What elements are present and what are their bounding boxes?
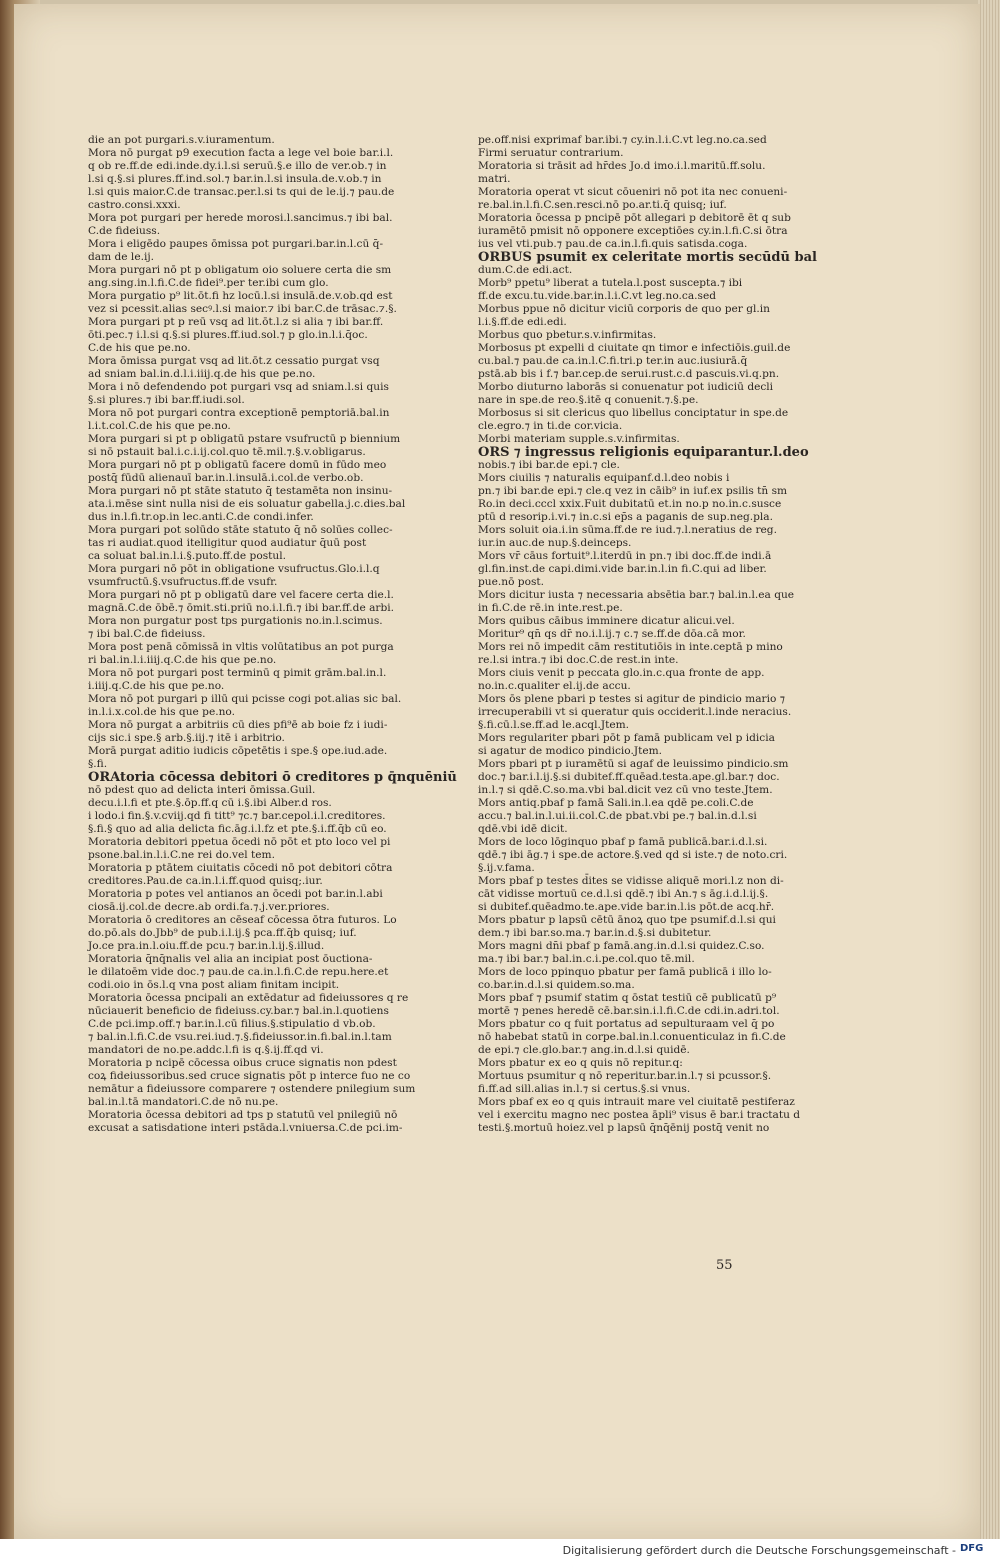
- text-line: qdē.vbi idē dicit.: [478, 823, 568, 835]
- text-line: Mors dicitur iusta ⁊ necessaria absētia bar.⁊ bal.in.l.ea que: [478, 589, 795, 601]
- text-line: qdē.⁊ ibi āg.⁊ i spe.de actore.§.ved qd si iste.⁊ de noto.cri.: [478, 849, 788, 861]
- text-line: matri.: [478, 173, 511, 185]
- text-line: gl.fin.inst.de capi.dimi.vide bar.in.l.in fi.C.qui ad liber.: [478, 563, 767, 575]
- text-line: l.si q.§.si plures.ff.ind.sol.⁊ bar.in.l.si insula.de.v.ob.⁊ in: [88, 173, 382, 185]
- text-line: ōti.pec.⁊ i.l.si q.§.si plures.ff.iud.sol.⁊ p glo.in.l.i.q̄oc.: [88, 329, 368, 341]
- text-line: Mora purgari si pt p obligatū pstare vsufructū p biennium: [88, 433, 401, 445]
- left-text-column: [88, 134, 457, 1135]
- text-line: dus in.l.fi.tr.op.in lec.anti.C.de condi.infer.: [88, 511, 314, 523]
- text-line: cāt vidisse mortuū ce.d.l.si qdē.⁊ ibi An.⁊ s āg.i.d.l.ij.§.: [478, 888, 769, 900]
- text-line: nō habebat statū in corpe.bal.in.l.conuenticulaz in fi.C.de: [478, 1031, 786, 1043]
- text-line: Moratoria si trāsit ad hr̄des Jo.d imo.i.l.maritū.ff.solu.: [478, 160, 766, 172]
- folio-number: 55: [716, 1258, 733, 1273]
- text-line: Moratoria ōcessa pncipali an extēdatur ad fideiussores q re: [88, 992, 409, 1004]
- text-line: Mors ōs plene pbari p testes si agitur de pindicio mario ⁊: [478, 693, 785, 705]
- text-line: ff.de excu.tu.vide.bar.in.l.i.C.vt leg.no.ca.sed: [478, 290, 716, 302]
- text-line: iur.in auc.de nup.§.deinceps.: [478, 537, 632, 549]
- text-line: mandatori de no.pe.addc.l.fi is q.§.ij.ff.qd vi.: [88, 1044, 324, 1056]
- text-line: Mors pbatur co q fuit portatus ad sepulturaam vel q̄ po: [478, 1018, 775, 1030]
- text-line: nobis.⁊ ibi bar.de epi.⁊ cle.: [478, 459, 620, 471]
- text-line: no.in.c.qualiter el.ij.de accu.: [478, 680, 631, 692]
- text-line: Moratoria p ptātem ciuitatis cōcedi nō pot debitori cōtra: [88, 862, 393, 874]
- text-line: creditores.Pau.de ca.in.l.i.ff.quod quisq;.iur.: [88, 875, 323, 887]
- text-line: Morbus ppue nō dicitur viciū corporis de quo per gl.in: [478, 303, 770, 315]
- text-line: Mora purgari nō pt stāte statuto q̄ testamēta non insinu-: [88, 485, 393, 497]
- text-line: Mora nō purgat a arbitriis cū dies pfi⁹ē ab boie fz i iudi-: [88, 719, 388, 731]
- text-line: Mora pot purgari per herede morosi.l.sancimus.⁊ ibi bal.: [88, 212, 393, 224]
- text-line: pn.⁊ ibi bar.de epi.⁊ cle.q vez in cāib⁹ in iuf.ex psilis tn̄ sm: [478, 485, 788, 497]
- text-line: in.l.⁊ si qdē.C.so.ma.vbi bal.dicit vez cū vno teste.Jtem.: [478, 784, 773, 796]
- text-line: Morbosus pt expelli d ciuitate qn timor e infectiōis.guil.de: [478, 342, 791, 354]
- text-line: §.fi.§ quo ad alia delicta fic.āg.i.l.fz et pte.§.i.ff.q̄b cū eo.: [88, 823, 387, 835]
- text-line: psone.bal.in.l.i.C.ne rei do.vel tem.: [88, 849, 275, 861]
- text-line: §.ij.v.fama.: [478, 862, 535, 874]
- text-line: coꝝ fideiussoribus.sed cruce signatis pōt p interce fuo ne co: [88, 1070, 411, 1082]
- text-line: dem.⁊ ibi bar.so.ma.⁊ bar.in.d.§.si dubitetur.: [478, 927, 712, 939]
- text-line: Mors magni dn̄i pbaf p famā.ang.in.d.l.si quidez.C.so.: [478, 940, 765, 952]
- text-line: Mora purgari pt p reū vsq ad lit.ōt.l.z si alia ⁊ ibi bar.ff.: [88, 316, 384, 328]
- text-line: die an pot purgari.s.v.iuramentum.: [88, 134, 275, 146]
- text-line: Mors regulariter pbari pōt p famā publicam vel p idicia: [478, 732, 775, 744]
- text-line: ⁊ bal.in.l.fi.C.de vsu.rei.iud.⁊.§.fideiussor.in.fi.bal.in.l.tam: [88, 1031, 392, 1043]
- text-line: Moratoria p potes vel antianos an ōcedi pot bar.in.l.abi: [88, 888, 383, 900]
- text-line: Mora purgari pot solūdo stāte statuto q̄ nō solūes collec-: [88, 524, 393, 536]
- text-line: decu.i.l.fi et pte.§.ōp.ff.q cū i.§.ibi Alber.d ros.: [88, 797, 332, 809]
- text-line: postq̄ fūdū alienauī bar.in.l.insulā.i.col.de verbo.ob.: [88, 472, 364, 484]
- text-line: testi.§.mortuū hoiez.vel p lapsū q̄nq̄ēnij postq̄ venit no: [478, 1122, 770, 1134]
- text-line: Moratoria ōcessa debitori ad tps p statutū vel pnilegiū nō: [88, 1109, 398, 1121]
- text-line: Mora non purgatur post tps purgationis no.in.l.scimus.: [88, 615, 383, 627]
- text-line: C.de pci.imp.off.⁊ bar.in.l.cū filius.§.stipulatio d vb.ob.: [88, 1018, 376, 1030]
- text-line: pue.nō post.: [478, 576, 545, 588]
- text-line: ad sniam bal.in.d.l.i.iiij.q.de his que pe.no.: [88, 368, 316, 380]
- text-line: ORAtoria cōcessa debitori ō creditores p q̄nquēniū: [88, 770, 457, 785]
- text-line: ciosā.ij.col.de decre.ab ordi.fa.⁊.j.ver.priores.: [88, 901, 330, 913]
- text-line: Moratoria operat vt sicut cōueniri nō pot ita nec conueni-: [478, 186, 788, 198]
- text-line: Mora nō pot purgari contra exceptionē pemptoriā.bal.in: [88, 407, 390, 419]
- text-line: l.i.t.col.C.de his que pe.no.: [88, 420, 231, 432]
- text-line: Mora purgatio p⁹ lit.ōt.fi hz locū.l.si insulā.de.v.ob.qd est: [88, 290, 393, 302]
- text-line: ⁊ ibi bal.C.de fideiuss.: [88, 628, 206, 640]
- text-line: Firmi seruatur contrarium.: [478, 147, 624, 159]
- text-line: q ob re.ff.de edi.inde.dy.i.l.si seruū.§.e illo de ver.ob.⁊ in: [88, 160, 387, 172]
- text-line: Mors rei nō impedit cām restitutiōis in inte.ceptā p mino: [478, 641, 783, 653]
- dfg-logo: DFG: [960, 1543, 984, 1554]
- text-line: Mora nō pot purgari post terminū q pimit grām.bal.in.l.: [88, 667, 387, 679]
- text-line: si dubitef.quēadmo.te.ape.vide bar.in.l.is pōt.de acq.hr̄.: [478, 901, 775, 913]
- text-line: Moratoria p ncipē cōcessa oibus cruce signatis non pdest: [88, 1057, 397, 1069]
- text-line: dum.C.de edi.act.: [478, 264, 573, 276]
- text-line: cijs sic.i spe.§ arb.§.iij.⁊ itē i arbitrio.: [88, 732, 285, 744]
- text-line: codi.oio in ōs.l.q vna post aliam finitam incipit.: [88, 979, 340, 991]
- text-line: de epi.⁊ cle.glo.bar.⁊ ang.in.d.l.si quidē.: [478, 1044, 690, 1056]
- text-line: Morbus quo pbetur.s.v.infirmitas.: [478, 329, 657, 341]
- text-line: castro.consi.xxxi.: [88, 199, 181, 211]
- text-line: Mors de loco ppinquo pbatur per famā publicā i illo lo-: [478, 966, 772, 978]
- text-line: ata.i.mēse sint nulla nisi de eis soluatur gabella.j.c.dies.bal: [88, 498, 406, 510]
- text-line: vel i exercitu magno nec postea āpli⁹ visus ē bar.i tractatu d: [478, 1109, 801, 1121]
- text-line: vsumfructū.§.vsufructus.ff.de vsufr.: [88, 576, 278, 588]
- text-line: Mors de loco lōginquo pbaf p famā publicā.bar.i.d.l.si.: [478, 836, 768, 848]
- text-line: Mors pbaf p testes d̄ites se vidisse aliquē mori.l.z non di-: [478, 875, 784, 887]
- text-line: cle.egro.⁊ in ti.de cor.vicia.: [478, 420, 623, 432]
- text-line: Jo.ce pra.in.l.oiu.ff.de pcu.⁊ bar.in.l.ij.§.illud.: [88, 940, 325, 952]
- text-line: i lodo.i fin.§.v.cviij.qd fi titt⁹ ⁊c.⁊ bar.cepol.i.l.creditores.: [88, 810, 386, 822]
- digitization-footer: [0, 1539, 1000, 1563]
- text-line: Mors pbatur ex eo q quis nō repitur.q:: [478, 1057, 683, 1069]
- text-line: pe.off.nisi exprimaf bar.ibi.⁊ cy.in.l.i.C.vt leg.no.ca.sed: [478, 134, 767, 146]
- text-line: Mors ciuis venit p peccata glo.in.c.qua fronte de app.: [478, 667, 765, 679]
- text-line: Mora purgari nō pt p obligatum oio soluere certa die sm: [88, 264, 392, 276]
- text-line: ma.⁊ ibi bar.⁊ bal.in.c.i.pe.col.quo tē.mil.: [478, 953, 695, 965]
- text-line: l.si quis maior.C.de transac.per.l.si ts qui de le.ij.⁊ pau.de: [88, 186, 395, 198]
- text-line: Morbi materiam supple.s.v.infirmitas.: [478, 433, 680, 445]
- text-line: ri bal.in.l.i.iiij.q.C.de his que pe.no.: [88, 654, 277, 666]
- text-line: Mora nō pot purgari p illū qui pcisse cogi pot.alias sic bal.: [88, 693, 402, 705]
- text-line: Mors pbari pt p iuramētū si agaf de leuissimo pindicio.sm: [478, 758, 789, 770]
- text-line: dam de le.ij.: [88, 251, 154, 263]
- text-line: Mors ciuilis ⁊ naturalis equipanf.d.l.deo nobis i: [478, 472, 730, 484]
- text-line: Moratoria debitori ppetua ōcedi nō pōt et pto loco vel pi: [88, 836, 391, 848]
- text-line: Mora purgari nō pt p obligatū dare vel facere certa die.l.: [88, 589, 394, 601]
- text-line: in fi.C.de rē.in inte.rest.pe.: [478, 602, 623, 614]
- text-line: Mors pbatur p lapsū cētū ānoꝝ quo tpe psumif.d.l.si qui: [478, 914, 776, 926]
- text-line: Mora ōmissa purgat vsq ad lit.ōt.z cessatio purgat vsq: [88, 355, 380, 367]
- text-line: co.bar.in.d.l.si quidem.so.ma.: [478, 979, 635, 991]
- text-line: excusat a satisdatione interi pstāda.l.vniuersa.C.de pci.im-: [88, 1122, 403, 1134]
- text-line: re.l.si intra.⁊ ibi doc.C.de rest.in inte.: [478, 654, 679, 666]
- text-line: Mors pbaf ⁊ psumif statim q ōstat testiū cē publicatū p⁹: [478, 992, 777, 1004]
- text-line: Mora i nō defendendo pot purgari vsq ad sniam.l.si quis: [88, 381, 389, 393]
- text-line: §.fi.: [88, 758, 108, 770]
- text-line: fi.ff.ad sill.alias in.l.⁊ si certus.§.si vnus.: [478, 1083, 691, 1095]
- text-line: C.de his que pe.no.: [88, 342, 191, 354]
- text-line: Mora i eligēdo paupes ōmissa pot purgari.bar.in.l.cū q̄-: [88, 238, 384, 250]
- text-line: Mors quibus cāibus imminere dicatur alicui.vel.: [478, 615, 735, 627]
- text-line: mortē ⁊ penes heredē cē.bar.sin.i.l.fi.C.de cdi.in.adri.tol.: [478, 1005, 780, 1017]
- text-line: accu.⁊ bal.in.l.ui.ii.col.C.de pbat.vbi pe.⁊ bal.in.d.l.si: [478, 810, 757, 822]
- right-text-column: [478, 134, 817, 1135]
- text-line: Mors soluit oia.i.in sūma.ff.de re iud.⁊.l.neratius de reg.: [478, 524, 777, 536]
- text-line: le dilatoēm vide doc.⁊ pau.de ca.in.l.fi.C.de repu.here.et: [88, 966, 389, 978]
- text-line: nemātur a fideiussore comparere ⁊ ostendere pnilegium sum: [88, 1083, 416, 1095]
- text-line: Mora purgari nō pt p obligatū facere domū in fūdo meo: [88, 459, 387, 471]
- text-line: tas ri audiat.quod itelligitur quod audiatur q̄uū post: [88, 537, 367, 549]
- text-line: Mora nō purgat p9 execution facta a lege vel boie bar.i.l.: [88, 147, 394, 159]
- text-line: bal.in.l.tā mandatori.C.de nō nu.pe.: [88, 1096, 279, 1108]
- text-line: §.si plures.⁊ ibi bar.ff.iudi.sol.: [88, 394, 245, 406]
- text-line: Ro.in deci.cccl xxix.Fuit dubitatū et.in no.p no.in.c.susce: [478, 498, 782, 510]
- text-line: magnā.C.de ōbē.⁊ ōmit.sti.priū no.i.l.fi.⁊ ibi bar.ff.de arbi.: [88, 602, 395, 614]
- text-line: vez si pcessit.alias secꝰ.l.si maior.⁊ ibi bar.C.de trāsac.⁊.§.: [88, 303, 397, 315]
- page-edges: [978, 0, 1000, 1563]
- text-line: ORS ⁊ ingressus religionis equiparantur.l.deo: [478, 445, 809, 460]
- text-line: Mors antiq.pbaf p famā Sali.in.l.ea qdē pe.coli.C.de: [478, 797, 754, 809]
- text-line: nūciauerit beneficio de fideiuss.cy.bar.⁊ bal.in.l.quotiens: [88, 1005, 389, 1017]
- text-line: §.fi.cū.l.se.ff.ad le.acql.Jtem.: [478, 719, 630, 731]
- text-line: irrecuperabili vt si queratur quis occiderit.l.inde neracius.: [478, 706, 792, 718]
- text-line: Mora purgari nō pōt in obligatione vsufructus.Glo.i.l.q: [88, 563, 380, 575]
- text-line: Mors vr̄ cāus fortuit⁹.l.iterdū in pn.⁊ ibi doc.ff.de indi.ā: [478, 550, 772, 562]
- text-line: si nō pstauit bal.i.c.i.ij.col.quo tē.mil.⁊.§.v.obligarus.: [88, 446, 366, 458]
- text-line: ius vel vti.pub.⁊ pau.de ca.in.l.fi.quis satisda.coga.: [478, 238, 748, 250]
- text-line: si agatur de modico pindicio.Jtem.: [478, 745, 663, 757]
- text-line: nō pdest quo ad delicta interi ōmissa.Guil.: [88, 784, 316, 796]
- text-line: do.pō.als do.Jbb⁹ de pub.i.l.ij.§ pca.ff.q̄b quisq; iuf.: [88, 927, 357, 939]
- text-line: Moratoria q̄nq̄nalis vel alia an incipiat post ōuctiona-: [88, 953, 373, 965]
- text-line: re.bal.in.l.fi.C.sen.resci.nō po.ar.ti.q̄ quisq; iuf.: [478, 199, 727, 211]
- text-line: cu.bal.⁊ pau.de ca.in.l.C.fi.tri.p ter.in auc.iusiurā.q̄: [478, 355, 748, 367]
- text-line: in.l.i.x.col.de his que pe.no.: [88, 706, 235, 718]
- text-line: C.de fideiuss.: [88, 225, 161, 237]
- text-line: Moritur⁹ qn̄ qs dr̄ no.i.l.ij.⁊ c.⁊ se.ff.de dōa.cā mor.: [478, 628, 746, 640]
- text-line: i.iiij.q.C.de his que pe.no.: [88, 680, 225, 692]
- text-line: ang.sing.in.l.fi.C.de fidei⁹.per ter.ibi cum glo.: [88, 277, 329, 289]
- text-line: iuramētō pmisit nō opponere exceptiōes cy.in.l.fi.C.si ōtra: [478, 225, 788, 237]
- footer-credit: Digitalisierung gefördert durch die Deutsche Forschungsgemeinschaft -: [562, 1544, 956, 1557]
- text-line: l.i.§.ff.de edi.edi.: [478, 316, 567, 328]
- text-line: pstā.ab bis i f.⁊ bar.cep.de serui.rust.c.d pascuis.vi.q.pn.: [478, 368, 780, 380]
- text-line: Moratoria ōcessa p pncipē pōt allegari p debitorē ēt q sub: [478, 212, 791, 224]
- text-line: Mortuus psumitur q nō reperitur.bar.in.l.⁊ si pcussor.§.: [478, 1070, 772, 1082]
- text-line: Mora post penā cōmissā in vltis volūtatibus an pot purga: [88, 641, 394, 653]
- text-line: Morbosus si sit clericus quo libellus conciptatur in spe.de: [478, 407, 789, 419]
- text-line: ORBUS psumit ex celeritate mortis secūdū bal: [478, 250, 817, 265]
- text-line: ca soluat bal.in.l.i.§.puto.ff.de postul.: [88, 550, 286, 562]
- text-line: Moratoria ō creditores an cēseaf cōcessa ōtra futuros. Lo: [88, 914, 397, 926]
- text-line: ptū d resorip.i.vi.⁊ in.c.si ep̄s a paganis de sup.neg.pla.: [478, 511, 773, 523]
- text-line: Morb⁹ ppetu⁹ liberat a tutela.l.post suscepta.⁊ ibi: [478, 277, 743, 289]
- text-line: Mors pbaf ex eo q quis intrauit mare vel ciuitatē pestiferaz: [478, 1096, 795, 1108]
- text-line: nare in spe.de reo.§.itē q conuenit.⁊.§.pe.: [478, 394, 699, 406]
- text-line: Morā purgat aditio iudicis cōpetētis i spe.§ ope.iud.ade.: [88, 745, 388, 757]
- text-line: doc.⁊ bar.i.l.ij.§.si dubitef.ff.quēad.testa.ape.gl.bar.⁊ doc.: [478, 771, 780, 783]
- text-line: Morbo diuturno laborās si conuenatur pot iudiciū decli: [478, 381, 774, 393]
